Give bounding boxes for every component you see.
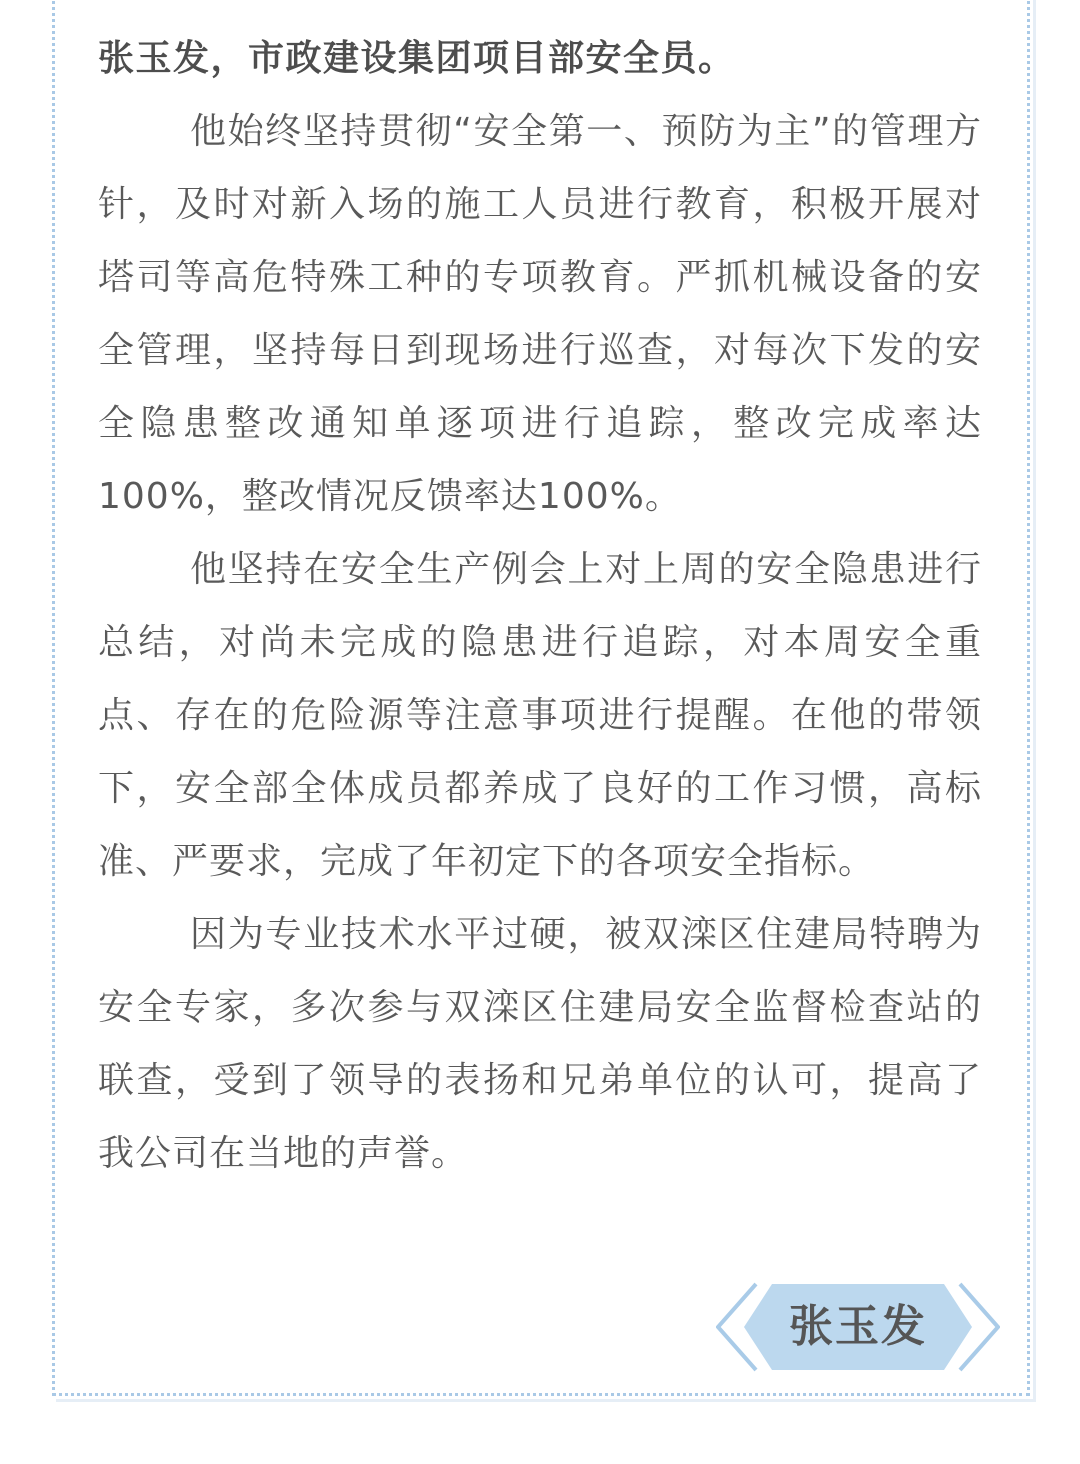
paragraph-1: 他始终坚持贯彻“安全第一、预防为主”的管理方针，及时对新入场的施工人员进行教育，积极开展对塔司等高危特殊工种的专项教育。严抓机械设备的安全管理，坚持每日到现场进行巡查，对每次下发的安全隐患整改通知单逐项进行追踪，整改完成率达100%，整改情况反馈率达100%。 (98, 111, 982, 517)
paragraph-2: 他坚持在安全生产例会上对上周的安全隐患进行总结，对尚未完成的隐患进行追踪，对本周安全重点、存在的危险源等注意事项进行提醒。在他的带领下，安全部全体成员都养成了良好的工作习惯，高标准、严要求，完成了年初定下的各项安全指标。 (98, 549, 982, 882)
intro-line: 张玉发，市政建设集团项目部安全员。 (98, 38, 736, 79)
badge-name-label: 张玉发 (789, 1301, 927, 1352)
name-badge (716, 1280, 1000, 1374)
article-body (98, 22, 982, 1190)
paragraph-3: 因为专业技术水平过硬，被双滦区住建局特聘为安全专家，多次参与双滦区住建局安全监督检查站的联查，受到了领导的表扬和兄弟单位的认可，提高了我公司在当地的声誉。 (98, 914, 982, 1174)
